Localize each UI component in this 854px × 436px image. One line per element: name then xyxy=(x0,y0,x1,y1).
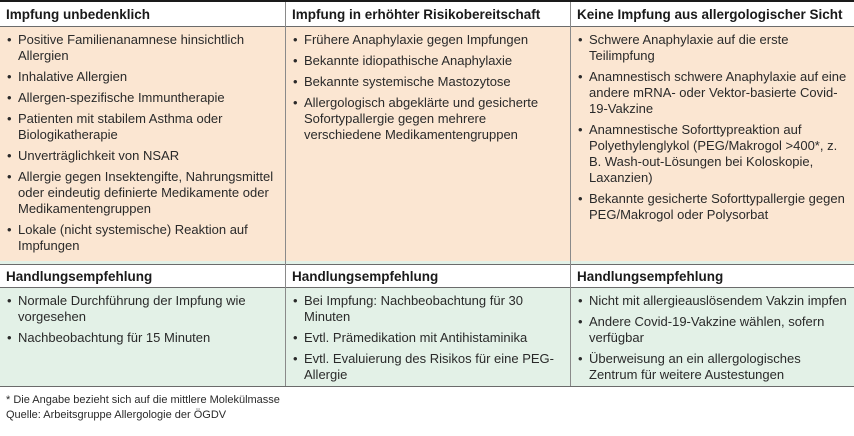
list-item: • Evtl. Evaluierung des Risikos für eine PEG-Allergie xyxy=(292,351,564,383)
list-item: • Normale Durchführung der Impfung wie vorgesehen xyxy=(6,293,278,325)
list-item: • Unverträglichkeit von NSAR xyxy=(6,148,278,164)
column-divider-1 xyxy=(285,2,286,386)
list-item: • Allergie gegen Insektengifte, Nahrungsmittel oder eindeutig definierte Medikamente oder Medikamentengruppen xyxy=(6,169,278,217)
list-item: • Anamnestische Soforttypreaktion auf Polyethylenglykol (PEG/Makrogol >400*, z. B. Wash-out-Lösungen bei Koloskopie, Laxanzien) xyxy=(577,122,849,186)
list-item: • Frühere Anaphylaxie gegen Impfungen xyxy=(292,32,564,48)
column-header-elevated-risk: Impfung in erhöhter Risikobereitschaft xyxy=(292,7,541,22)
list-item: • Schwere Anaphylaxie auf die erste Teilimpfung xyxy=(577,32,849,64)
no-vaccination-recommendations-list xyxy=(577,293,849,388)
list-item: • Anamnestisch schwere Anaphylaxie auf eine andere mRNA- oder Vektor-basierte Covid-19-Vakzine xyxy=(577,69,849,117)
list-item: • Evtl. Prämedikation mit Antihistaminika xyxy=(292,330,564,346)
safe-recommendations-list xyxy=(6,293,278,351)
section-divider xyxy=(0,264,854,265)
no-vaccination-conditions-list xyxy=(577,32,849,228)
list-item: • Bei Impfung: Nachbeobachtung für 30 Minuten xyxy=(292,293,564,325)
list-item: • Allergologisch abgeklärte und gesicherte Sofortypallergie gegen mehrere verschiedene Medikamentengruppen xyxy=(292,95,564,143)
column-divider-2 xyxy=(570,2,571,386)
list-item: • Nachbeobachtung für 15 Minuten xyxy=(6,330,278,346)
recommendation-header-divider xyxy=(0,287,854,288)
list-item: • Überweisung an ein allergologisches Zentrum für weitere Austestungen xyxy=(577,351,849,383)
header-divider xyxy=(0,26,854,27)
list-item: • Inhalative Allergien xyxy=(6,69,278,85)
recommendation-header-no-vaccination: Handlungsempfehlung xyxy=(577,269,724,284)
elevated-risk-recommendations-list xyxy=(292,293,564,388)
list-item: • Allergen-spezifische Immuntherapie xyxy=(6,90,278,106)
recommendation-header-elevated-risk: Handlungsempfehlung xyxy=(292,269,439,284)
column-header-safe: Impfung unbedenklich xyxy=(6,7,150,22)
list-item: • Patienten mit stabilem Asthma oder Biologikatherapie xyxy=(6,111,278,143)
recommendation-header-safe: Handlungsempfehlung xyxy=(6,269,153,284)
table-top-border xyxy=(0,0,854,2)
list-item: • Lokale (nicht systemische) Reaktion auf Impfungen xyxy=(6,222,278,254)
safe-conditions-list xyxy=(6,32,278,259)
column-header-no-vaccination: Keine Impfung aus allergologischer Sicht xyxy=(577,7,843,22)
list-item: • Bekannte systemische Mastozytose xyxy=(292,74,564,90)
source-note: Quelle: Arbeitsgruppe Allergologie der ÖGDV xyxy=(6,409,227,421)
footnote: * Die Angabe bezieht sich auf die mittlere Molekülmasse xyxy=(6,394,280,406)
list-item: • Nicht mit allergieauslösendem Vakzin impfen xyxy=(577,293,849,309)
list-item: • Bekannte idiopathische Anaphylaxie xyxy=(292,53,564,69)
elevated-risk-conditions-list xyxy=(292,32,564,148)
list-item: • Andere Covid-19-Vakzine wählen, sofern verfügbar xyxy=(577,314,849,346)
list-item: • Positive Familienanamnese hinsichtlich Allergien xyxy=(6,32,278,64)
list-item: • Bekannte gesicherte Soforttypallergie gegen PEG/Makrogol oder Polysorbat xyxy=(577,191,849,223)
